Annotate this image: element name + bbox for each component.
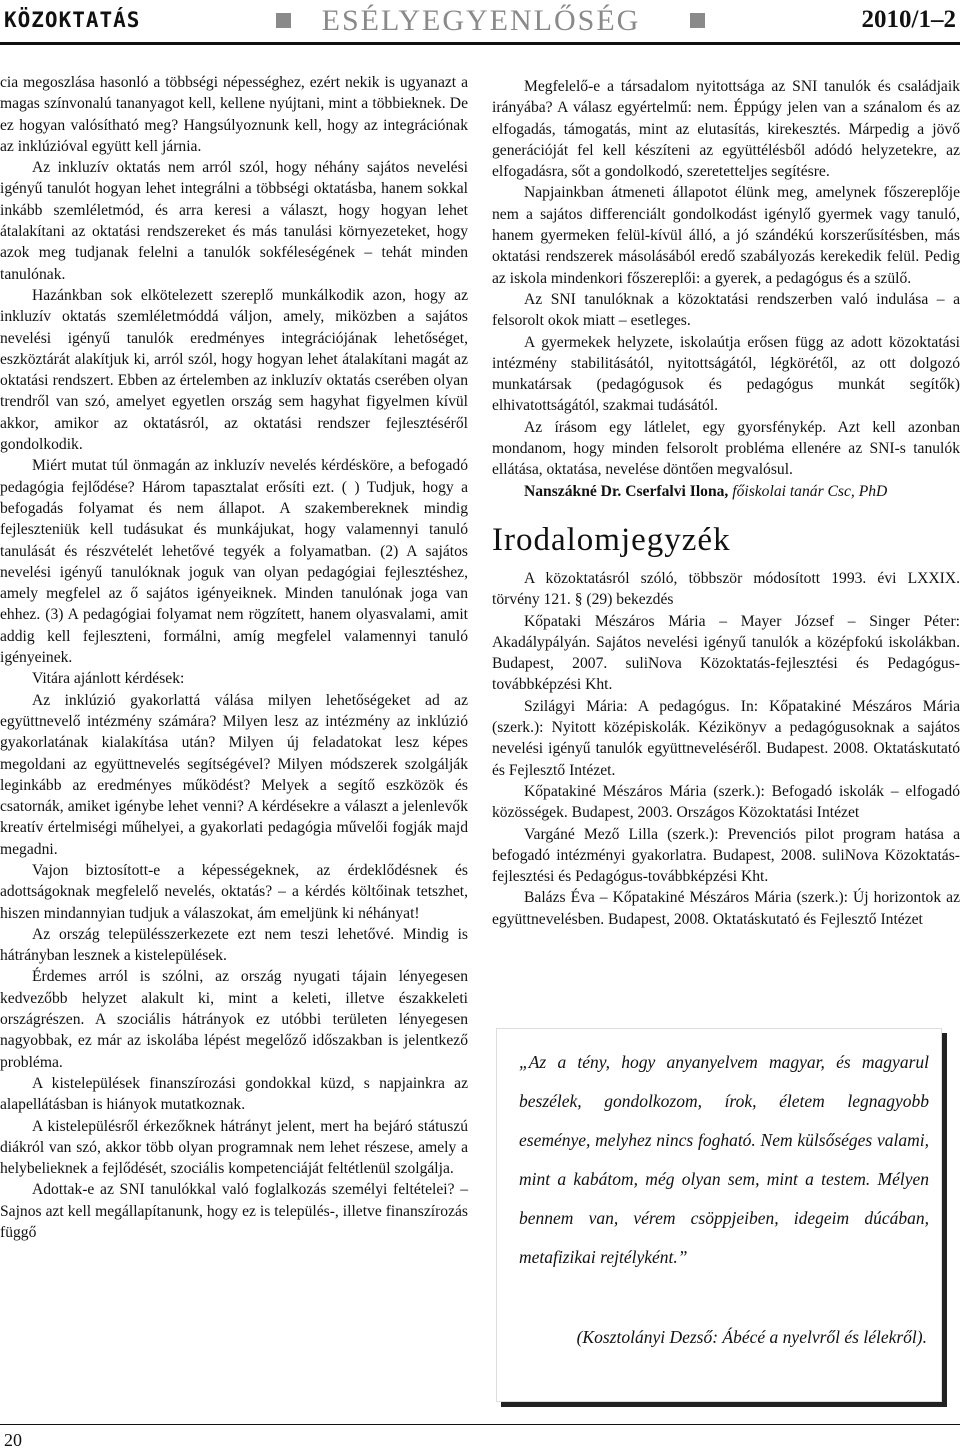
paragraph: Hazánkban sok elkötelezett szereplő munkálkodik azon, hogy az inkluzív oktatás szemléletmóddá váljon, amely, miközben a sajátos nevelési igényű tanulók eredményes integrációjának lehetőséget, eszköztárát alakítjuk ki, arról szól, hogy hogyan lehet átalakítani magát az oktatási rendszert. Ebben az értelemben az inkluzív oktatás cserében olyan trendről van szó, amelyet egyetlen ország sem hagyhat figyelmen kívül akkor, amikor az oktatásról, az oktatási rendszer fejlesztéséről gondolkodik. [0,286,468,454]
paragraph: Adottak-e az SNI tanulókkal való foglalkozás személyi feltételei? – Sajnos azt kell megállapítanunk, hogy ez is település-, illetve finanszírozás függő [0,1181,468,1242]
author-name: Nanszákné Dr. Cserfalvi Ilona, [524,482,729,500]
quote-box [496,1028,942,1402]
paragraph: Vitára ajánlott kérdések: [32,670,185,688]
bibliography-title: Irodalomjegyzék [492,521,731,558]
left-column [0,72,468,1243]
page-number: 20 [4,1430,22,1450]
issue-number: 2010/1–2 [861,6,956,33]
right-column [492,76,960,930]
paragraph: Megfelelő-e a társadalom nyitottsága az SNI tanulók és családjaik irányába? A válasz egyértelmű: nem. Éppúgy jelen van a szánalom és az elfogadás, támogatás, mint az elutasítás, kirekesztés. Márpedig a jövő generációját fel kell készíteni az együttélésből adódó helyzetekre, az elfogadásra, sőt a gondolkodó, szeretetteljes segítésre. [492,78,960,181]
paragraph: Az SNI tanulóknak a közoktatási rendszerben való indulása – a felsorolt okok miatt – esetleges. [492,290,960,330]
paragraph: Az ország településszerkezete ezt nem teszi lehetővé. Mindig is hátrányban lesznek a kistelepülések. [0,925,468,965]
page-header [0,0,960,52]
paragraph: Napjainkban átmeneti állapotot élünk meg, amelynek főszereplője nem a sajátos differenciált gondolkodást igénylő gyermek vagy tanuló, hanem gyermeken felül-kívül álló, a jó szándékú korszerűsítésben, más oktatási rendszerek másolásából eredő szabályozás kerekedik felül. Pedig az iskola mindenkori főszereplői: a gyerek, a pedagógus és a szülő. [492,184,960,287]
bibliography-item: Balázs Éva – Kőpatakiné Mészáros Mária (szerk.): Új horizontok az együttnevelésben. Budapest, 2008. Oktatáskutató és Fejlesztő Intézet [492,889,960,928]
paragraph: cia megoszlása hasonló a többségi népességhez, ezért nekik is ugyanazt a magas színvonalú tananyagot kell, kellene nyújtani, mint a többieknek. De ez hogyan valósítható meg? Hangsúlyoznunk kell, hogy az integrációnak az inklúzióval együtt kell járnia. [0,74,468,155]
paragraph: Az írásom egy látlelet, egy gyorsfénykép. Azt kell azonban mondanom, hogy minden felsorolt probléma ellenére az SNI-s tanulók ellátása, oktatása, nevelése döntően megvalósul. [492,418,960,479]
paragraph: A kistelepülések finanszírozási gondokkal küzd, s napjainkra az alapellátásban is hiányok mutatkoznak. [0,1074,468,1114]
paragraph: Az inklúzió gyakorlattá válása milyen lehetőségeket ad az együttnevelő intézmény számára? Milyen lesz az intézmény az inklúzió gyakorlatának kialakítása után? Milyen új feladatokat lesz képes megoldani az együttnevelés segítségével? Milyen módszerek szolgálják leginkább az eredményes működést? Melyek a segítő eszközök és csatornák, amiket igénybe lehet venni? A kérdésekre a választ a jelenlevők kreatív értelmiségi műhelyei, a gyakorlati pedagógia művelői fogják majd megadni. [0,691,468,858]
bibliography-item: Vargáné Mező Lilla (szerk.): Prevenciós pilot program hatása a befogadó intézményi gyakorlatra. Budapest, 2008. suliNova Közoktatás-fejlesztési és Pedagógus-továbbképzési Kht. [492,825,960,886]
quote-text: „Az a tény, hogy anyanyelvem magyar, és magyarul beszélek, gondolkozom, írok, életem legnagyobb eseménye, melyhez nincs fogható. Nem külsőséges valami, mint a kabátom, még olyan sem, mint a testem. Mélyen bennem van, vérem csöppjeiben, idegeim dúcában, metafizikai rejtélyként.” [519,1052,929,1267]
square-bullet-icon [690,13,705,28]
bibliography-item: Szilágyi Mária: A pedagógus. In: Kőpatakiné Mészáros Mária (szerk.): Nyitott középiskolák. Kézikönyv a pedagógusoknak a sajátos nevelési igényű tanulók együttneveléséről. Budapest. 2008. Oktatáskutató és Fejlesztő Intézet. [492,697,960,779]
author-role: főiskolai tanár Csc, PhD [732,482,888,500]
header-divider [0,42,960,45]
paragraph: A gyermekek helyzete, iskolaútja erősen függ az adott közoktatási intézmény stabilitásától, nyitottságától, légkörétől, az ott dolgozó munkatársak (pedagógusok és pedagógus munkát segítők) elhivatottságától, szakmai tudásától. [492,333,960,415]
author-signature [492,481,960,502]
square-bullet-icon [276,13,291,28]
paragraph: A kistelepülésről érkezőknek hátrányt jelent, mert ha bejáró státuszú diákról van szó, akkor több olyan programnak nem lehet részese, amely a helybelieknek a fejlődését, szociális kompetenciáját feltétlenül szolgálja. [0,1117,468,1178]
quote-author: (Kosztolányi Dezső: Ábécé a nyelvről és lélekről). [576,1327,927,1347]
section-header-title: ESÉLYEGYENLŐSÉG [321,4,641,37]
paragraph: Vajon biztosított-e a képességeknek, az érdeklődésnek és adottságoknak megfelelő nevelés, oktatás? – a kérdés költőinak tetszhet, hiszen mindannyian tudjuk a válaszokat, ám emeljünk ki néhányat! [0,861,468,922]
footer-divider [0,1424,960,1425]
bibliography-item: Kőpatakiné Mészáros Mária (szerk.): Befogadó iskolák – elfogadó közösségek. Budapest, 2003. Országos Közoktatási Intézet [492,782,960,822]
bibliography-item: Kőpataki Mészáros Mária – Mayer József – Singer Péter: Akadálypályán. Sajátos nevelési igényű tanulók a középfokú iskolákban. Budapest, 2007. suliNova Közoktatás-fejlesztési és Pedagógus-továbbképzési Kht. [492,612,960,694]
paragraph: Az inkluzív oktatás nem arról szól, hogy néhány sajátos nevelési igényű tanulót hogyan lehet integrálni a többségi oktatásba, hanem sokkal inkább szemléletmód, és arra keresi a választ, hogy hogyan lehet átalakítani az oktatási rendszereket és más tanulási környezeteket, hogy azok meg tudjanak felelni a tanulók sokféleségének – tehát minden tanulónak. [0,159,468,283]
paragraph: Érdemes arról is szólni, az ország nyugati tájain lényegesen kedvezőbb helyzet alakult ki, mint a keleti, illetve északkeleti országrészen. A szociális hátrányok ez utóbbi területen lényegesen nagyobbak, ez már az iskolába lépést megelőző időszakban is jelentkező probléma. [0,968,468,1071]
paragraph: Miért mutat túl önmagán az inkluzív nevelés kérdésköre, a befogadó pedagógia fejlődése? Három tapasztalat erősíti ezt. ( ) Tudjuk, hogy a befogadás folyamat és nem állapot. A szakembereknek mindig fejleszteniük kell tudásukat és munkájukat, hogy valamennyi tanuló tanulását és részvételét lehetővé tegyék a folyamatban. (2) A sajátos nevelési igényű tanulóknak joguk van olyan pedagógiai fejlesztéshez, amely megfelel az ő sajátos igényeiknek. Minden tanulónak joga van ehhez. (3) A pedagógiai folyamat nem rögzített, hanem olyasvalami, amit addig kell fejleszteni, formálni, amíg megfelel valamennyi tanuló igényeinek. [0,457,468,667]
bibliography-item: A közoktatásról szóló, többször módosított 1993. évi LXXIX. törvény 121. § (29) bekezdés [492,569,960,609]
journal-brand: KÖZOKTATÁS [4,8,141,32]
